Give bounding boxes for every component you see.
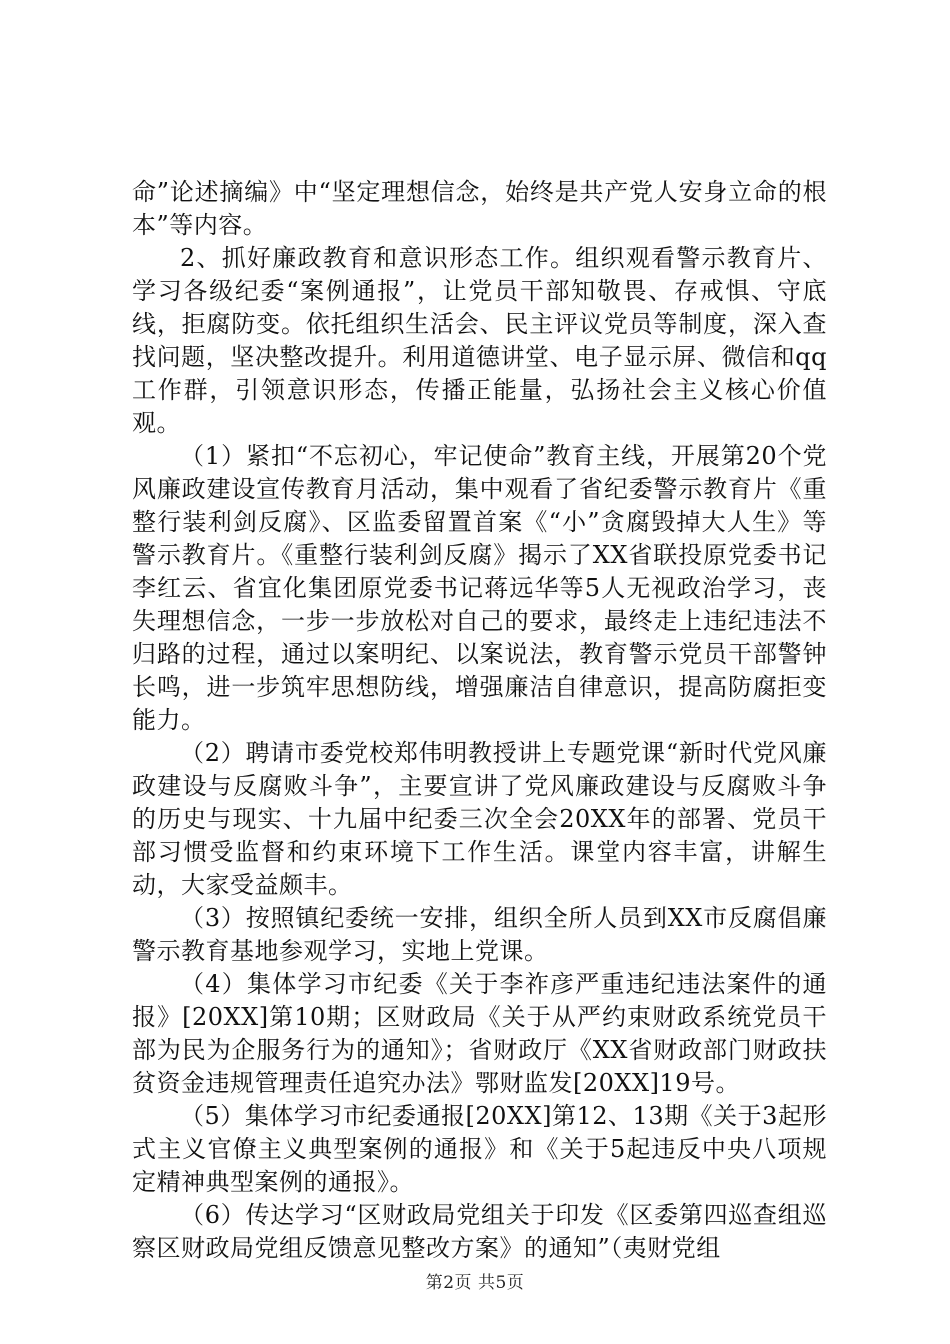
paragraph-item-3: （3）按照镇纪委统一安排，组织全所人员到XX市反腐倡廉警示教育基地参观学习，实地上党课。 [132, 904, 827, 965]
document-body [132, 176, 827, 1265]
paragraph-item-1: （1）紧扣“不忘初心，牢记使命”教育主线，开展第20个党风廉政建设宣传教育月活动，集中观看了省纪委警示教育片《重整行装利剑反腐》、区监委留置首案《“小”贪腐毁掉大人生》等警示教育片。《重整行装利剑反腐》揭示了XX省联投原党委书记李红云、省宜化集团原党委书记蒋远华等5人无视政治学习，丧失理想信念，一步一步放松对自己的要求，最终走上违纪违法不归路的过程，通过以案明纪、以案说法，教育警示党员干部警钟长鸣，进一步筑牢思想防线，增强廉洁自律意识，提高防腐拒变能力。 [132, 442, 827, 734]
paragraph-item-5: （5）集体学习市纪委通报[20XX]第12、13期《关于3起形式主义官僚主义典型案例的通报》和《关于5起违反中央八项规定精神典型案例的通报》。 [132, 1102, 827, 1196]
page-footer: 第2页 共5页 [425, 1273, 525, 1293]
paragraph-item-4: （4）集体学习市纪委《关于李祚彦严重违纪违法案件的通报》[20XX]第10期；区财政局《关于从严约束财政系统党员干部为民为企服务行为的通知》；省财政厅《XX省财政部门财政扶贫资金违规管理责任追究办法》鄂财监发[20XX]19号。 [132, 970, 827, 1097]
paragraph-item-2: （2）聘请市委党校郑伟明教授讲上专题党课“新时代党风廉政建设与反腐败斗争”，主要宣讲了党风廉政建设与反腐败斗争的历史与现实、十九届中纪委三次全会20XX年的部署、党员干部习惯受监督和约束环境下工作生活。课堂内容丰富，讲解生动，大家受益颇丰。 [132, 739, 827, 899]
paragraph-section-2: 2、抓好廉政教育和意识形态工作。组织观看警示教育片、学习各级纪委“案例通报”，让党员干部知敬畏、存戒惧、守底线，拒腐防变。依托组织生活会、民主评议党员等制度，深入查找问题，坚决整改提升。利用道德讲堂、电子显示屏、微信和qq工作群，引领意识形态，传播正能量，弘扬社会主义核心价值观。 [132, 244, 827, 437]
paragraph-item-6: （6）传达学习“区财政局党组关于印发《区委第四巡查组巡察区财政局党组反馈意见整改方案》的通知”（夷财党组 [132, 1201, 827, 1262]
paragraph-continuation: 命”论述摘编》中“坚定理想信念，始终是共产党人安身立命的根本”等内容。 [132, 178, 827, 239]
